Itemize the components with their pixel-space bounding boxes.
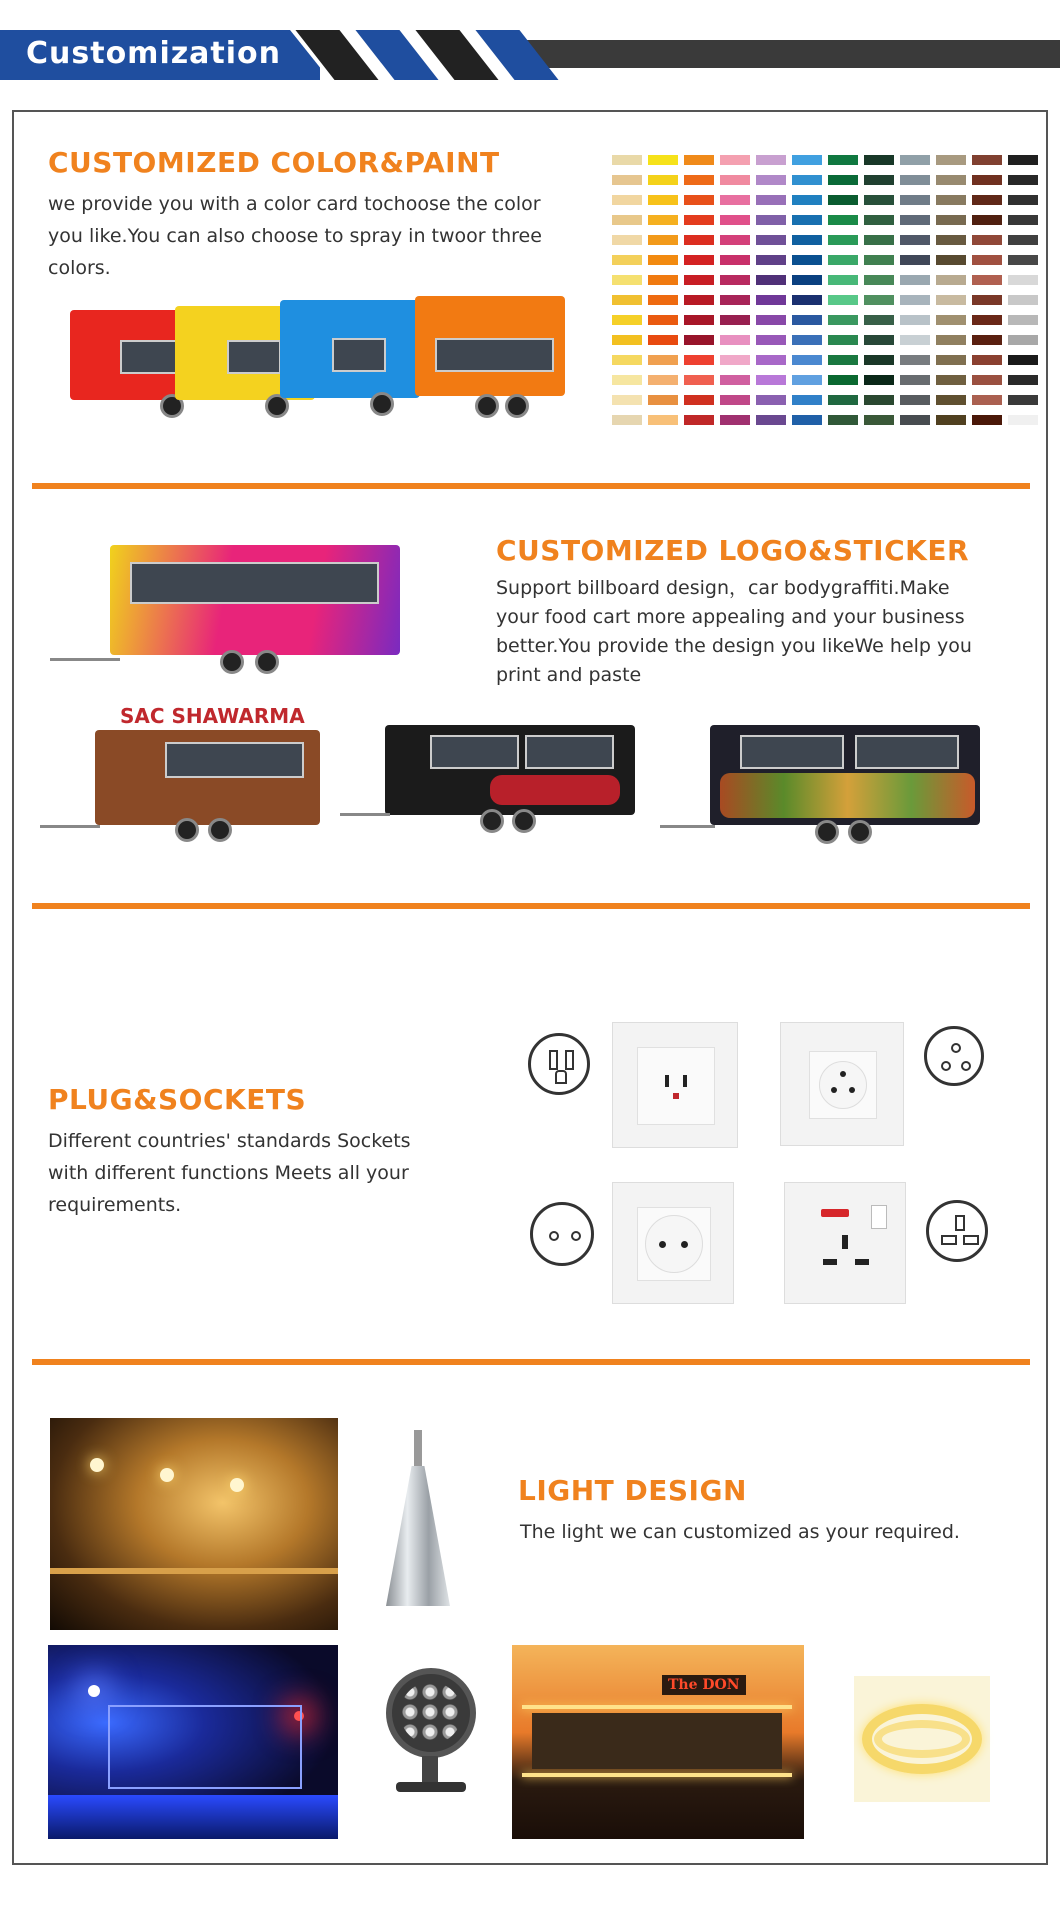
color-swatch — [972, 335, 1002, 345]
color-swatch — [828, 155, 858, 165]
color-swatch — [684, 355, 714, 365]
color-swatch — [684, 215, 714, 225]
color-swatch — [612, 315, 642, 325]
color-swatch — [900, 415, 930, 425]
color-swatch — [792, 275, 822, 285]
color-swatch — [828, 255, 858, 265]
us-plug-icon — [528, 1033, 590, 1095]
text-line: Support billboard design，car bodygraffiti.Make — [496, 577, 950, 599]
color-swatch — [864, 335, 894, 345]
us-socket — [612, 1022, 738, 1148]
color-swatch — [720, 175, 750, 185]
color-swatch — [612, 335, 642, 345]
color-swatch — [792, 195, 822, 205]
text-line: better.You provide the design you likeWe help you — [496, 635, 972, 657]
color-swatch — [756, 335, 786, 345]
photo-trailer-exterior-lights — [512, 1645, 804, 1839]
color-swatch — [936, 175, 966, 185]
lamp-shade-icon — [378, 1430, 458, 1610]
color-swatch — [684, 415, 714, 425]
fr-plug-icon — [924, 1026, 984, 1086]
section-text-plug-sockets — [48, 1125, 468, 1221]
color-swatch — [720, 315, 750, 325]
text-line: you like.You can also choose to spray in twoor three — [48, 225, 542, 247]
color-swatch — [864, 315, 894, 325]
the-don-sign: The DON — [662, 1675, 746, 1695]
color-swatch — [972, 295, 1002, 305]
color-swatch — [792, 235, 822, 245]
color-swatch — [972, 175, 1002, 185]
photo-trailer-interior-lights — [50, 1418, 338, 1630]
color-swatch — [684, 335, 714, 345]
color-swatch — [648, 375, 678, 385]
text-line: your food cart more appealing and your business — [496, 606, 965, 628]
color-swatch — [1008, 315, 1038, 325]
section-heading-logo-sticker: CUSTOMIZED LOGO&STICKER — [496, 534, 970, 567]
color-swatch — [756, 255, 786, 265]
color-swatch — [936, 295, 966, 305]
color-swatch — [612, 195, 642, 205]
color-swatch — [936, 215, 966, 225]
color-swatch — [1008, 355, 1038, 365]
color-swatch — [684, 295, 714, 305]
color-swatch — [684, 235, 714, 245]
color-swatch — [648, 315, 678, 325]
color-swatch — [864, 415, 894, 425]
color-swatch — [972, 255, 1002, 265]
color-swatch — [900, 235, 930, 245]
color-swatch — [792, 335, 822, 345]
color-swatch — [972, 235, 1002, 245]
color-swatch — [612, 155, 642, 165]
color-swatch — [864, 195, 894, 205]
color-swatch — [684, 155, 714, 165]
color-swatch — [972, 315, 1002, 325]
color-swatch — [828, 315, 858, 325]
color-swatch — [756, 215, 786, 225]
color-swatch — [828, 375, 858, 385]
color-swatch — [972, 195, 1002, 205]
color-swatch — [792, 295, 822, 305]
color-swatch — [756, 375, 786, 385]
section-text-light-design — [520, 1516, 1040, 1548]
color-swatch — [900, 255, 930, 265]
color-swatch — [900, 275, 930, 285]
color-swatch — [864, 275, 894, 285]
color-swatch — [828, 295, 858, 305]
color-swatch — [648, 155, 678, 165]
color-swatch — [792, 355, 822, 365]
color-swatch — [792, 315, 822, 325]
color-swatch — [612, 415, 642, 425]
text-line: requirements. — [48, 1194, 182, 1216]
color-swatch — [648, 415, 678, 425]
color-swatch — [684, 275, 714, 285]
text-line: with different functions Meets all your — [48, 1162, 409, 1184]
color-swatch — [864, 395, 894, 405]
color-swatch — [936, 395, 966, 405]
color-swatch — [756, 155, 786, 165]
color-swatch — [1008, 215, 1038, 225]
color-swatch — [756, 355, 786, 365]
led-strip-icon — [854, 1676, 990, 1802]
color-swatch — [684, 175, 714, 185]
color-swatch — [864, 175, 894, 185]
color-card-column — [720, 155, 750, 435]
section-text-color-paint — [48, 188, 608, 284]
color-swatch — [756, 315, 786, 325]
color-card-chart — [612, 155, 1044, 435]
color-swatch — [864, 235, 894, 245]
color-swatch — [756, 275, 786, 285]
color-swatch — [684, 255, 714, 265]
color-swatch — [936, 275, 966, 285]
color-swatch — [972, 275, 1002, 285]
color-swatch — [900, 335, 930, 345]
color-swatch — [936, 315, 966, 325]
banner-title: Customization — [26, 36, 282, 71]
trailer-pink-graffiti — [50, 530, 410, 675]
uk-plug-icon — [926, 1200, 988, 1262]
color-swatch — [684, 195, 714, 205]
color-swatch — [648, 255, 678, 265]
color-card-column — [972, 155, 1002, 435]
color-card-column — [684, 155, 714, 435]
color-swatch — [792, 215, 822, 225]
section-divider — [32, 903, 1030, 909]
color-swatch — [720, 415, 750, 425]
trailer-black-graffiti — [340, 705, 640, 845]
color-swatch — [828, 215, 858, 225]
color-swatch — [648, 275, 678, 285]
color-swatch — [864, 215, 894, 225]
color-swatch — [936, 335, 966, 345]
color-swatch — [1008, 415, 1038, 425]
color-swatch — [720, 155, 750, 165]
color-swatch — [864, 155, 894, 165]
color-swatch — [972, 415, 1002, 425]
text-line: The light we can customized as your required. — [520, 1521, 960, 1543]
color-swatch — [648, 355, 678, 365]
color-swatch — [972, 215, 1002, 225]
color-swatch — [936, 415, 966, 425]
color-swatch — [756, 235, 786, 245]
color-swatch — [648, 335, 678, 345]
color-swatch — [720, 195, 750, 205]
color-swatch — [1008, 235, 1038, 245]
color-swatch — [792, 415, 822, 425]
color-swatch — [612, 175, 642, 185]
section-divider — [32, 1359, 1030, 1365]
color-swatch — [612, 295, 642, 305]
trailer-wood-shawarma — [40, 700, 330, 845]
fr-socket — [780, 1022, 904, 1146]
color-card-column — [1008, 155, 1038, 435]
section-divider — [32, 483, 1030, 489]
color-swatch — [900, 195, 930, 205]
color-swatch — [756, 195, 786, 205]
color-swatch — [828, 335, 858, 345]
color-card-column — [612, 155, 642, 435]
color-swatch — [792, 175, 822, 185]
color-swatch — [720, 335, 750, 345]
header-banner — [0, 30, 1060, 80]
shawarma-sign: SAC SHAWARMA — [120, 704, 305, 728]
color-swatch — [900, 215, 930, 225]
color-swatch — [936, 195, 966, 205]
color-swatch — [720, 375, 750, 385]
color-swatch — [612, 255, 642, 265]
color-swatch — [900, 375, 930, 385]
eu-socket — [612, 1182, 734, 1304]
color-swatch — [900, 395, 930, 405]
photo-blue-red-lights — [48, 1645, 338, 1839]
color-swatch — [1008, 335, 1038, 345]
color-swatch — [684, 395, 714, 405]
color-swatch — [1008, 195, 1038, 205]
color-swatch — [792, 375, 822, 385]
color-swatch — [720, 355, 750, 365]
color-swatch — [972, 395, 1002, 405]
color-swatch — [648, 295, 678, 305]
color-swatch — [720, 255, 750, 265]
color-swatch — [648, 395, 678, 405]
color-card-column — [864, 155, 894, 435]
color-swatch — [828, 235, 858, 245]
color-swatch — [648, 215, 678, 225]
color-swatch — [684, 315, 714, 325]
text-line: Different countries' standards Sockets — [48, 1130, 411, 1152]
color-swatch — [936, 235, 966, 245]
color-swatch — [756, 415, 786, 425]
banner-dark-bar — [520, 40, 1060, 68]
color-swatch — [756, 295, 786, 305]
color-swatch — [612, 275, 642, 285]
color-card-column — [648, 155, 678, 435]
color-swatch — [1008, 175, 1038, 185]
color-swatch — [684, 375, 714, 385]
color-swatch — [720, 295, 750, 305]
color-swatch — [720, 275, 750, 285]
section-heading-color-paint: CUSTOMIZED COLOR&PAINT — [48, 146, 500, 179]
uk-socket — [784, 1182, 906, 1304]
color-swatch — [828, 175, 858, 185]
trailer-orange — [375, 296, 575, 420]
color-swatch — [936, 155, 966, 165]
color-swatch — [936, 375, 966, 385]
color-swatch — [828, 355, 858, 365]
color-swatch — [864, 255, 894, 265]
eu-plug-icon — [530, 1202, 594, 1266]
color-swatch — [1008, 295, 1038, 305]
color-card-column — [792, 155, 822, 435]
color-swatch — [864, 355, 894, 365]
spotlight-icon — [378, 1668, 484, 1808]
color-swatch — [648, 175, 678, 185]
color-swatch — [972, 155, 1002, 165]
color-swatch — [648, 235, 678, 245]
color-swatch — [1008, 395, 1038, 405]
color-swatch — [720, 235, 750, 245]
section-text-logo-sticker — [496, 574, 1036, 690]
color-swatch — [612, 235, 642, 245]
color-swatch — [1008, 155, 1038, 165]
text-line: print and paste — [496, 664, 642, 686]
section-heading-plug-sockets: PLUG&SOCKETS — [48, 1083, 307, 1116]
color-swatch — [720, 215, 750, 225]
text-line: colors. — [48, 257, 111, 279]
color-card-column — [828, 155, 858, 435]
text-line: we provide you with a color card tochoose the color — [48, 193, 541, 215]
color-swatch — [612, 215, 642, 225]
color-swatch — [720, 395, 750, 405]
color-swatch — [864, 295, 894, 305]
color-swatch — [828, 415, 858, 425]
color-swatch — [900, 315, 930, 325]
color-swatch — [1008, 375, 1038, 385]
color-swatch — [1008, 255, 1038, 265]
color-swatch — [900, 295, 930, 305]
color-swatch — [936, 355, 966, 365]
color-swatch — [756, 175, 786, 185]
color-swatch — [1008, 275, 1038, 285]
color-swatch — [864, 375, 894, 385]
color-card-column — [936, 155, 966, 435]
color-swatch — [828, 275, 858, 285]
color-swatch — [612, 395, 642, 405]
color-swatch — [828, 395, 858, 405]
color-card-column — [900, 155, 930, 435]
color-swatch — [900, 355, 930, 365]
color-swatch — [792, 255, 822, 265]
color-swatch — [900, 175, 930, 185]
color-swatch — [792, 395, 822, 405]
color-swatch — [900, 155, 930, 165]
color-swatch — [612, 375, 642, 385]
trailer-food-wrap — [660, 695, 990, 850]
color-swatch — [756, 395, 786, 405]
color-swatch — [972, 375, 1002, 385]
color-swatch — [612, 355, 642, 365]
color-swatch — [828, 195, 858, 205]
color-card-column — [756, 155, 786, 435]
color-swatch — [648, 195, 678, 205]
color-swatch — [792, 155, 822, 165]
color-swatch — [936, 255, 966, 265]
color-swatch — [972, 355, 1002, 365]
section-heading-light-design: LIGHT DESIGN — [518, 1474, 747, 1507]
